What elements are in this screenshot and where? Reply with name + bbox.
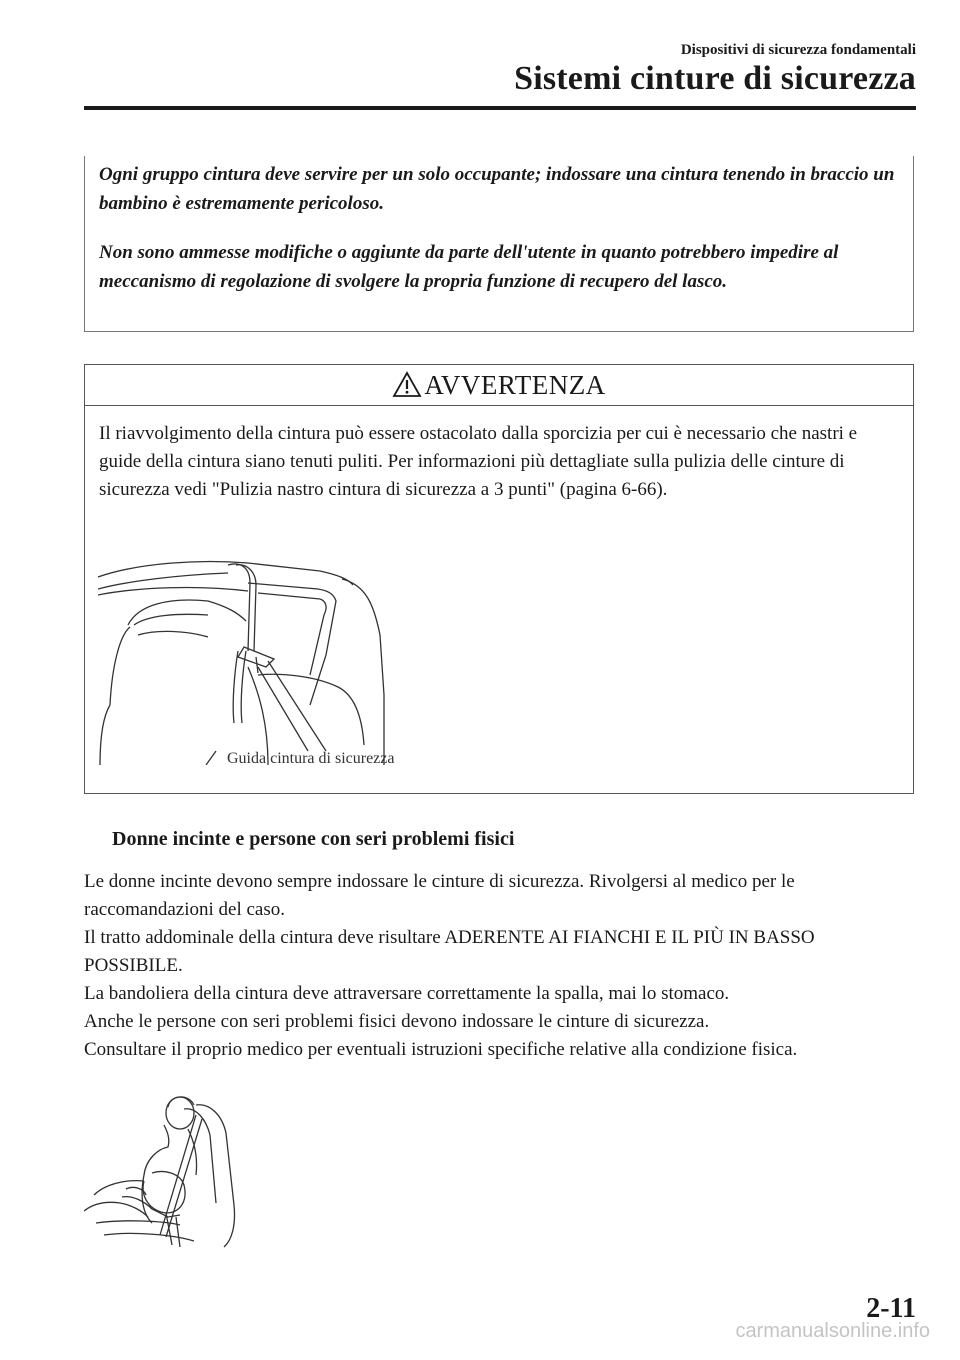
caution-header <box>85 365 913 406</box>
seat-belt-guide-label: Guida cintura di sicurezza <box>227 750 395 767</box>
warning-paragraph-1: Ogni gruppo cintura deve servire per un solo occupante; indossare una cintura tenendo in braccio un bambino è estremamente pericoloso. <box>99 164 895 214</box>
page-title: Sistemi cinture di sicurezza <box>514 60 916 97</box>
body-paragraph-5: Consultare il proprio medico per eventuali istruzioni specifiche relative alla condizione fisica. <box>84 1039 798 1060</box>
caution-title: AVVERTENZA <box>424 370 606 400</box>
section-body <box>84 868 914 1064</box>
section-heading: Donne incinte e persone con seri problemi fisici <box>112 828 515 850</box>
warning-box <box>84 156 914 332</box>
body-paragraph-3: La bandoliera della cintura deve attraversare correttamente la spalla, mai lo stomaco. <box>84 983 730 1004</box>
warning-paragraph-2: Non sono ammesse modifiche o aggiunte da parte dell'utente in quanto potrebbero impedire al meccanismo di regolazione di svolgere la propria funzione di recupero del lasco. <box>99 242 839 292</box>
page-number: 2-11 <box>866 1293 916 1324</box>
running-header-section: Dispositivi di sicurezza fondamentali <box>680 42 916 58</box>
body-paragraph-2: Il tratto addominale della cintura deve risultare ADERENTE AI FIANCHI E IL PIÙ IN BASSO POSSIBILE. <box>84 927 815 976</box>
pregnant-woman-seatbelt-illustration <box>84 1085 249 1250</box>
seat-belt-guide-illustration <box>98 555 398 765</box>
watermark: carmanualsonline.info <box>735 1320 930 1342</box>
caution-text: Il riavvolgimento della cintura può essere ostacolato dalla sporcizia per cui è necessario che nastri e guide della cintura siano tenuti puliti. Per informazioni più dettagliate sulla pulizia delle cinture di sicurezza vedi "Pulizia nastro cintura di sicurezza a 3 punti" (pagina 6-66). <box>99 423 858 500</box>
warning-triangle-icon <box>392 371 422 398</box>
body-paragraph-1: Le donne incinte devono sempre indossare le cinture di sicurezza. Rivolgersi al medico per le raccomandazioni del caso. <box>84 871 795 920</box>
body-paragraph-4: Anche le persone con seri problemi fisici devono indossare le cinture di sicurezza. <box>84 1011 710 1032</box>
header-rule <box>84 106 916 110</box>
